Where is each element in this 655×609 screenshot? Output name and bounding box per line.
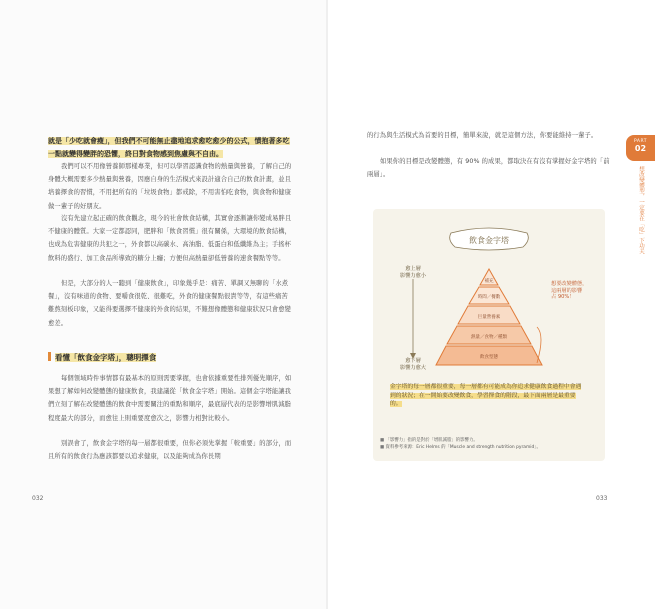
section-paragraph-1: 每個領域時件事情都有最基本的原則需要掌握，也會依據重要性排列優先順序，如果想了解如何改變體態的健康飲食，我建議從「飲食金字塔」開始。這個金字塔能讓我們立刻了解在改變體態的飲食中需要關注的重點和順序，最底層代表的是影響增肌減脂程度最大的部分，而愈往上則重要度愈次之，影響力相對比較小。 [48, 375, 292, 422]
note-2: ■ 資料參考來源：Eric Helms 的「Muscle and strength nutrition pyramid」。 [380, 444, 600, 451]
layer-label-5: 飲食型態 [480, 355, 498, 360]
layer-label-2: 時間／餐數 [477, 295, 501, 300]
ninety-percent-annotation: 想要改變體態， 這兩層的影響 占 90%！ [551, 281, 588, 300]
note-1: ■ 「影響力」指的是對於「增肌減脂」的影響力。 [380, 437, 600, 444]
heading-bar [48, 352, 51, 361]
right-paragraph-1: 的行為與生活模式為首要的目標，簡單來說，就是這個方法，你要能維持一輩子。 [367, 132, 598, 139]
page-number-right: 033 [596, 495, 608, 502]
figure-notes [380, 437, 600, 451]
part-number: 02 [634, 144, 647, 153]
layer-label-3: 巨量營養素 [477, 315, 501, 320]
layer-label-1: 補充 [484, 279, 494, 284]
intro-highlight [48, 135, 294, 160]
paragraph-2: 沒有先建立起正確的飲食觀念，現今的社會飲食結構，其實會逐漸讓你變成易胖且不健康的體質。大家一定都認同，肥胖和「飲食習慣」很有關係，大環境的飲食結構，也成為危害健康的共犯之一，外食都以高碳水、高油脂、低蛋白和低纖維為主；手搖杯飲料的盛行、加工食品所導致的糖分上癮；方便但高熱量卻低營養的速食餐點等等。 [48, 215, 292, 262]
chapter-vertical-label: 想改變體型，一定要在「吃」下功夫 [638, 166, 644, 254]
section-heading-text: 看懂「飲食金字塔」，聰明擇食 [55, 353, 157, 362]
pyramid-callout [390, 383, 586, 409]
section-heading [48, 352, 156, 363]
top-influence-label: 愈上層 影響力愈小 [400, 266, 426, 279]
page-number-left: 032 [32, 495, 44, 502]
layer-label-4: 熱量／食物／種類 [471, 335, 507, 340]
figure-title: 飲食金字塔 [469, 236, 509, 245]
intro-highlight-text: 就是「少吃就會瘦」，但我們不可能無止盡地追求愈吃愈少的公式，憤抱著多吃一點就變得變胖的恐懼，終日對食物感到焦慮與不自由。 [48, 137, 290, 158]
book-gutter [326, 0, 328, 609]
right-paragraph-2: 如果你的目標是改變體態，有 90% 的成果，都取決在有沒有掌握好金字塔的「前兩層」。 [367, 158, 610, 179]
bottom-influence-label: 愈下層 影響力愈大 [400, 358, 426, 371]
paragraph-1: 我們可以不用像營養師那樣專業，但可以學習認識食物的熱量與營養，了解自己的身體大概需要多少熱量與營養，因應自身的生活模式來設計適合自己的飲食計畫，並且培養擇食的習慣，不用把所有的「垃圾食物」都戒除，不用害怕吃食物，與食物和健康做一輩子的好朋友。 [48, 163, 292, 210]
section-paragraph-2: 別誤會了，飲食金字塔的每一層都很重要，但你必須先掌握「較重要」的部分，而且所有的飲食行為應該都要以追求健康，以及能夠成為你長期 [48, 440, 292, 461]
paragraph-3: 但是，大部分的人一聽到「健康飲食」，印象幾乎是：痛苦、單調又無聊的「水煮餐」，沒有味道的食物、要嚼食很乾、很難吃，外食的健康餐點很貴等等，有這些痛苦難熬刻板印象，又能得要選擇不健康的外食的結果，不難想像體態和健康狀況只會愈變愈差。 [48, 280, 292, 327]
part-tab [626, 135, 655, 161]
callout-text: 金字塔的每一層都很重要，每一層都有可能成為你追求健康飲食過程中會遇到的狀況；在一開始要改變飲食，學習擇食的階段，最下面兩層是最重要的。 [390, 384, 582, 407]
part-label: PART [633, 139, 648, 144]
